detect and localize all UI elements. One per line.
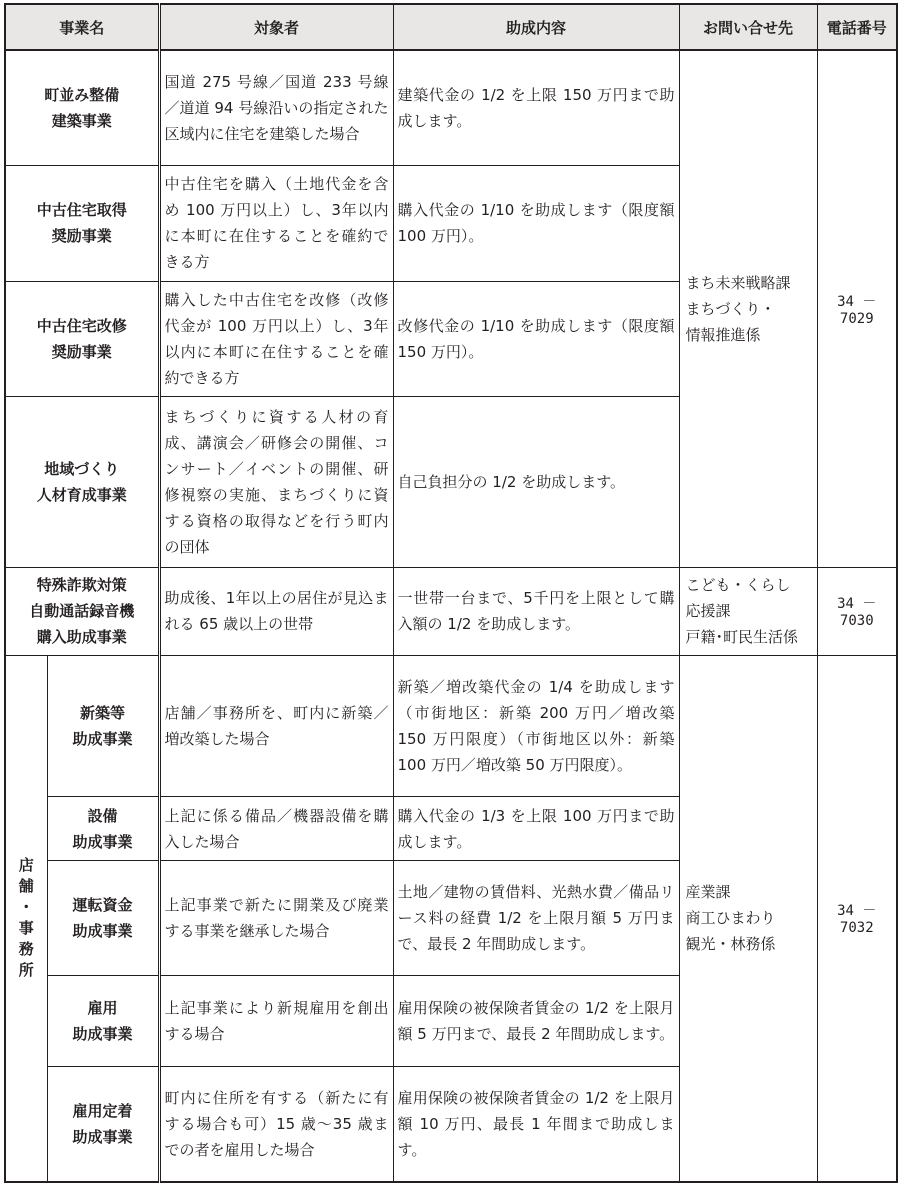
table-row (5, 568, 897, 655)
program-target: 国道 275 号線／国道 233 号線／道道 94 号線沿いの指定された区域内に住宅を建築した場合 (159, 50, 393, 166)
program-content: 改修代金の 1/10 を助成します（限度額 150 万円）。 (393, 281, 679, 397)
program-target: 中古住宅を購入（土地代金を含め 100 万円以上）し、3年以内に本町に在住することを確約できる方 (159, 166, 393, 282)
program-content: 土地／建物の賃借料、光熱水費／備品リース料の経費 1/2 を上限月額 5 万円まで、最長 2 年間助成します。 (393, 860, 679, 976)
header-row (5, 4, 897, 50)
program-name: 設備 助成事業 (47, 797, 159, 860)
program-name: 中古住宅改修 奨励事業 (5, 281, 159, 397)
program-name: 新築等 助成事業 (47, 655, 159, 797)
program-name: 雇用定着 助成事業 (47, 1066, 159, 1182)
program-name: 町並み整備 建築事業 (5, 50, 159, 166)
header-phone: 電話番号 (817, 4, 897, 50)
program-content: 自己負担分の 1/2 を助成します。 (393, 397, 679, 568)
program-target: 上記事業で新たに開業及び廃業する事業を継承した場合 (159, 860, 393, 976)
program-target: 上記に係る備品／機器設備を購入した場合 (159, 797, 393, 860)
program-name: 運転資金 助成事業 (47, 860, 159, 976)
program-target: 店舗／事務所を、町内に新築／増改築した場合 (159, 655, 393, 797)
store-office-group-label: 店 舗 ・ 事 務 所 (5, 655, 47, 1182)
program-content: 購入代金の 1/10 を助成します（限度額 100 万円）。 (393, 166, 679, 282)
phone-number: 34 － 7032 (817, 655, 897, 1182)
header-content: 助成内容 (393, 4, 679, 50)
contact-dept: まち未来戦略課 まちづくり・ 情報推進係 (679, 50, 817, 568)
program-content: 新築／増改築代金の 1/4 を助成します（市街地区：新築 200 万円／増改築 150 万円限度）（市街地区以外：新築 100 万円／増改築 50 万円限度）。 (393, 655, 679, 797)
phone-number: 34 － 7030 (817, 568, 897, 655)
program-target: まちづくりに資する人材の育成、講演会／研修会の開催、コンサート／イベントの開催、研修視察の実施、まちづくりに資する資格の取得などを行う町内の団体 (159, 397, 393, 568)
program-name: 地域づくり 人材育成事業 (5, 397, 159, 568)
header-target: 対象者 (159, 4, 393, 50)
subsidy-table (4, 3, 898, 1183)
header-contact: お問い合せ先 (679, 4, 817, 50)
program-content: 一世帯一台まで、5千円を上限として購入額の 1/2 を助成します。 (393, 568, 679, 655)
program-target: 購入した中古住宅を改修（改修代金が 100 万円以上）し、3年以内に本町に在住することを確約できる方 (159, 281, 393, 397)
program-target: 助成後、1年以上の居住が見込まれる 65 歳以上の世帯 (159, 568, 393, 655)
program-content: 雇用保険の被保険者賃金の 1/2 を上限月額 10 万円、最長 1 年間まで助成します。 (393, 1066, 679, 1182)
program-content: 建築代金の 1/2 を上限 150 万円まで助成します。 (393, 50, 679, 166)
program-content: 雇用保険の被保険者賃金の 1/2 を上限月額 5 万円まで、最長 2 年間助成します。 (393, 976, 679, 1066)
program-target: 町内に住所を有する（新たに有する場合も可）15 歳～35 歳までの者を雇用した場合 (159, 1066, 393, 1182)
phone-number: 34 － 7029 (817, 50, 897, 568)
program-name: 中古住宅取得 奨励事業 (5, 166, 159, 282)
program-content: 購入代金の 1/3 を上限 100 万円まで助成します。 (393, 797, 679, 860)
program-name: 特殊詐欺対策 自動通話録音機 購入助成事業 (5, 568, 159, 655)
program-target: 上記事業により新規雇用を創出する場合 (159, 976, 393, 1066)
contact-dept: 産業課 商工ひまわり 観光・林務係 (679, 655, 817, 1182)
table-row (5, 50, 897, 166)
header-name: 事業名 (5, 4, 159, 50)
program-name: 雇用 助成事業 (47, 976, 159, 1066)
contact-dept: こども・くらし 応援課 戸籍･町民生活係 (679, 568, 817, 655)
table-row (5, 655, 897, 797)
